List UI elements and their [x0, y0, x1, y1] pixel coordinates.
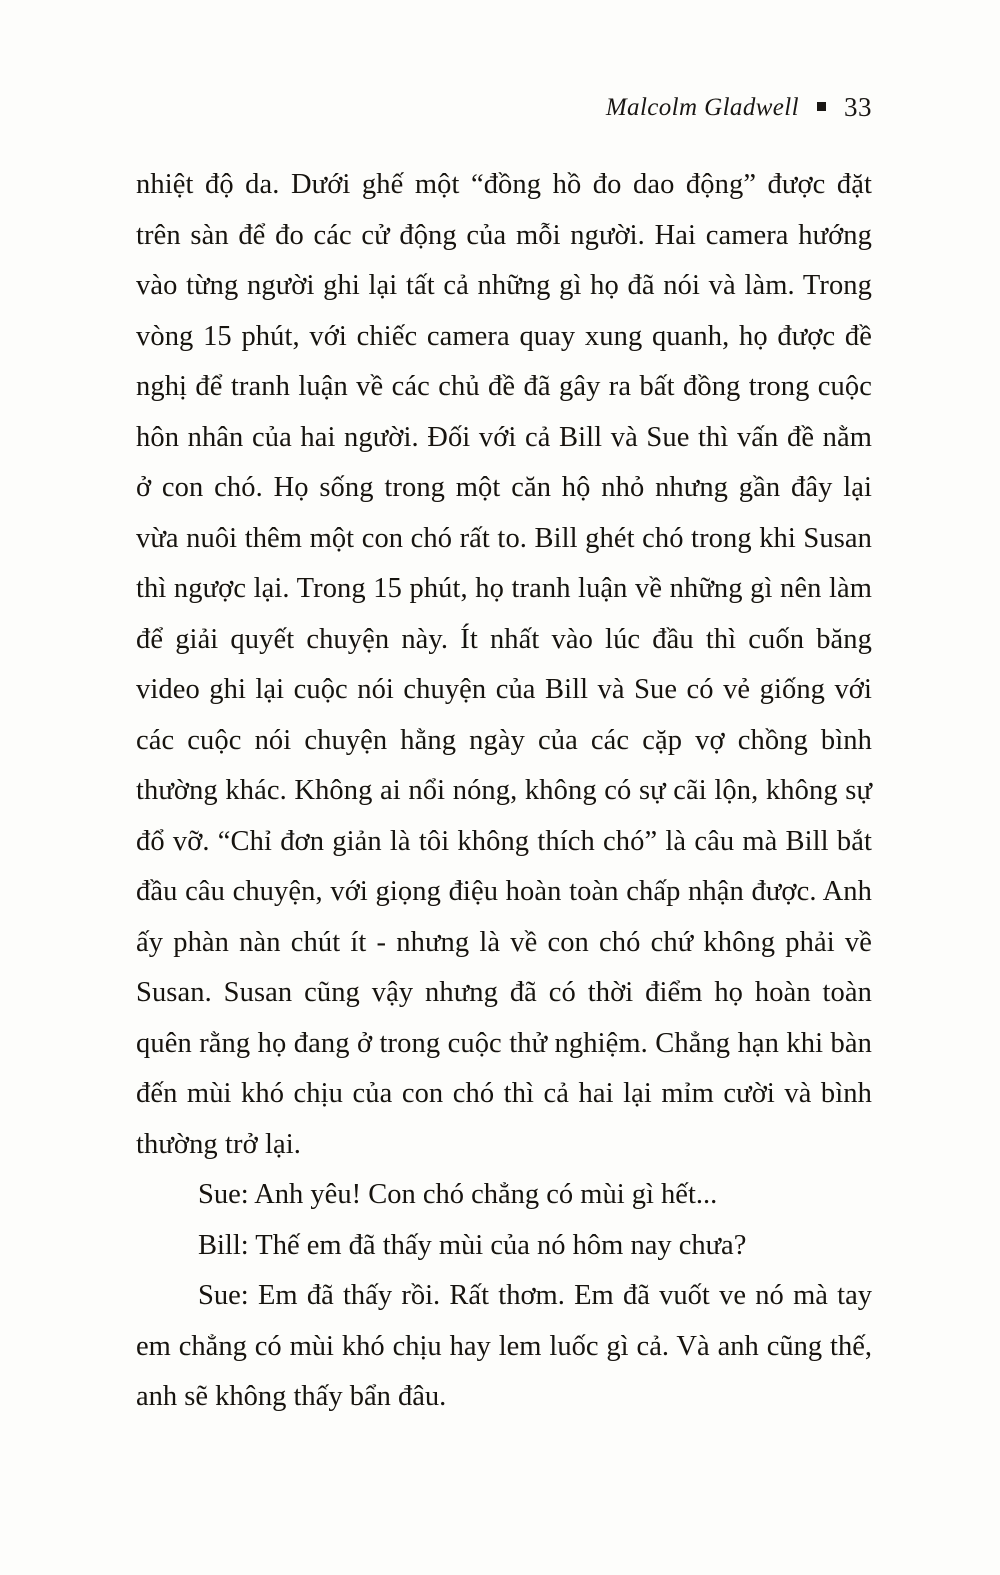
- dialogue-line-sue-2: Sue: Em đã thấy rồi. Rất thơm. Em đã vuốt ve nó mà tay em chẳng có mùi khó chịu hay lem luốc gì cả. Và anh cũng thế, anh sẽ không thấy bẩn đâu.: [136, 1280, 872, 1412]
- header-author-name: Malcolm Gladwell: [605, 93, 799, 121]
- page-body: [136, 160, 872, 1423]
- dialogue-line-bill-1: Bill: Thế em đã thấy mùi của nó hôm nay chưa?: [198, 1229, 747, 1261]
- square-bullet-icon: [817, 102, 826, 111]
- page-number: 33: [844, 92, 872, 122]
- page-header: [0, 92, 1000, 123]
- body-paragraph: nhiệt độ da. Dưới ghế một “đồng hồ đo dao động” được đặt trên sàn để đo các cử động của mỗi người. Hai camera hướng vào từng người ghi lại tất cả những gì họ đã nói và làm. Trong vòng 15 phút, với chiếc camera quay xung quanh, họ được đề nghị để tranh luận về các chủ đề đã gây ra bất đồng trong cuộc hôn nhân của hai người. Đối với cả Bill và Sue thì vấn đề nằm ở con chó. Họ sống trong một căn hộ nhỏ nhưng gần đây lại vừa nuôi thêm một con chó rất to. Bill ghét chó trong khi Susan thì ngược lại. Trong 15 phút, họ tranh luận về những gì nên làm để giải quyết chuyện này. Ít nhất vào lúc đầu thì cuốn băng video ghi lại cuộc nói chuyện của Bill và Sue có vẻ giống với các cuộc nói chuyện hằng ngày của các cặp vợ chồng bình thường khác. Không ai nổi nóng, không có sự cãi lộn, không sự đổ vỡ. “Chỉ đơn giản là tôi không thích chó” là câu mà Bill bắt đầu câu chuyện, với giọng điệu hoàn toàn chấp nhận được. Anh ấy phàn nàn chút ít - nhưng là về con chó chứ không phải về Susan. Susan cũng vậy nhưng đã có thời điểm họ hoàn toàn quên rằng họ đang ở trong cuộc thử nghiệm. Chẳng hạn khi bàn đến mùi khó chịu của con chó thì cả hai lại mỉm cười và bình thường trở lại.: [136, 169, 872, 1160]
- dialogue-line-sue-1: Sue: Anh yêu! Con chó chẳng có mùi gì hết...: [198, 1179, 718, 1210]
